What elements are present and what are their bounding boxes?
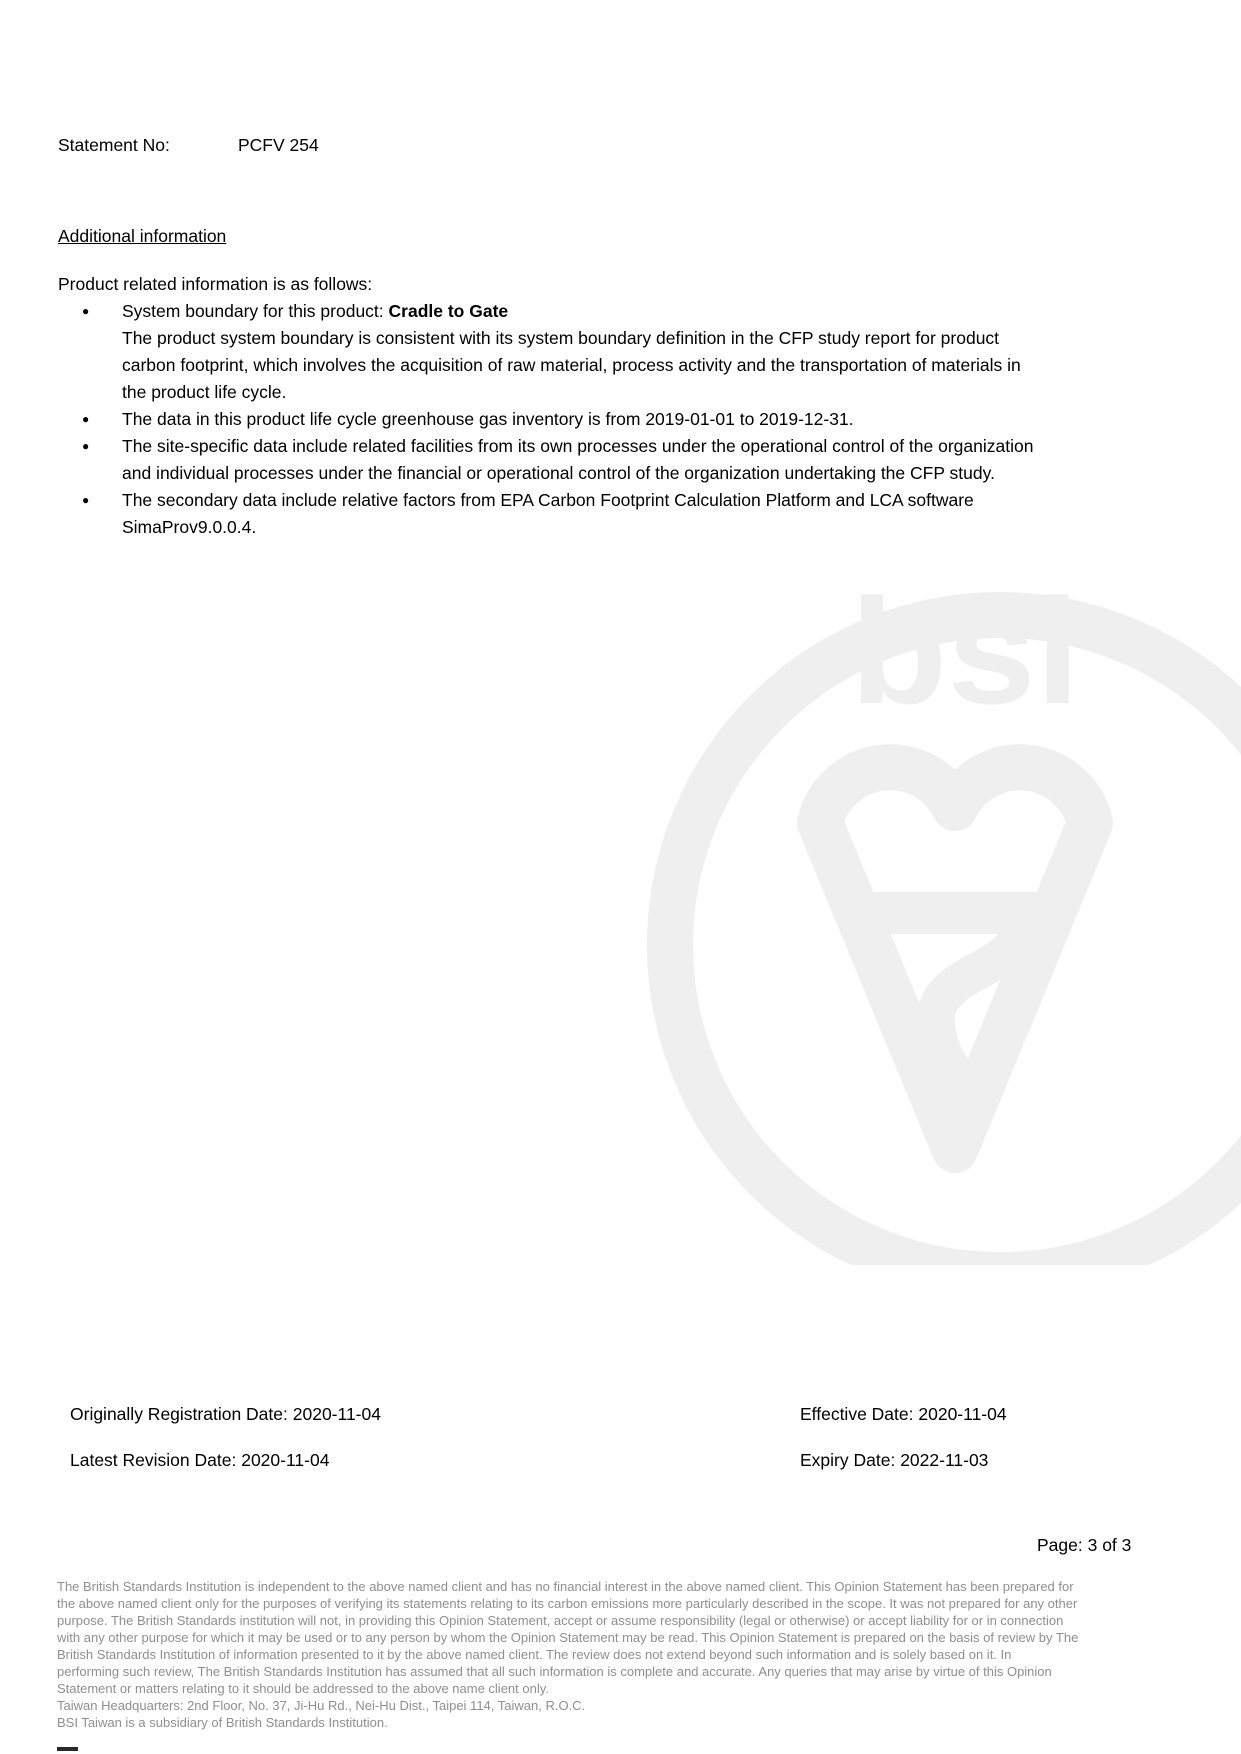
expiry-date-row (800, 1448, 988, 1472)
disclaimer-line: Statement or matters relating to it should be addressed to the above name client only. (57, 1681, 549, 1696)
effective-date-label: Effective Date: (800, 1404, 914, 1424)
effective-date-row (800, 1402, 1007, 1426)
footer-disclaimer (57, 1578, 1078, 1731)
statement-number-value: PCFV 254 (238, 135, 319, 155)
disclaimer-line: the above named client only for the purposes of verifying its statements relating to its carbon emissions more particularly described in the scope. It was not prepared for any other (57, 1596, 1078, 1611)
bullet-item-system-boundary (58, 298, 1048, 406)
bullet-body-text: The product system boundary is consistent with its system boundary definition in the CFP study report for product carbon footprint, which involves the acquisition of raw material, process activity and the transportation of materials in the product life cycle. (122, 328, 1021, 402)
disclaimer-line: with any other purpose for which it may be used or to any person by whom the Opinion Statement may be read. This Opinion Statement is prepared on the basis of review by The (57, 1630, 1079, 1645)
bullet-icon: ● (82, 412, 90, 426)
bsi-subsidiary-note: BSI Taiwan is a subsidiary of British Standards Institution. (57, 1715, 388, 1730)
bullet-lead-text: The data in this product life cycle greenhouse gas inventory is from 2019-01-01 to 2019-12-31. (122, 409, 854, 429)
revision-date-row (70, 1448, 329, 1472)
expiry-date-label: Expiry Date: (800, 1450, 896, 1470)
bsi-watermark-logo (600, 505, 1241, 1265)
revision-date-label: Latest Revision Date: (70, 1450, 237, 1470)
watermark-circle-swoosh (670, 615, 1241, 1265)
bullet-lead-text: The site-specific data include related facilities from its own processes under the operational control of the organization and individual processes under the financial or operational control of the organization undertaking the CFP study. (122, 436, 1034, 483)
bullet-icon: ● (82, 493, 90, 507)
bullet-icon: ● (82, 439, 90, 453)
bsi-watermark-text: bsi (850, 567, 1080, 735)
bullet-item-site-specific-data (58, 433, 1048, 487)
revision-date-value: 2020-11-04 (241, 1450, 330, 1470)
bullet-list (58, 298, 1048, 541)
disclaimer-line: British Standards Institution of information presented to it by the above named client. The review does not extend beyond such information and is solely based on it. In (57, 1647, 1012, 1662)
registration-date-value: 2020-11-04 (292, 1404, 381, 1424)
statement-number-row (58, 133, 319, 157)
statement-number-label: Statement No: (58, 135, 170, 155)
watermark-heart-outline (820, 767, 1090, 1150)
intro-line: Product related information is as follows: (58, 274, 373, 294)
page-number: Page: 3 of 3 (1037, 1535, 1132, 1555)
expiry-date-value: 2022-11-03 (900, 1450, 989, 1470)
bullet-item-inventory-period (58, 406, 1048, 433)
taiwan-headquarters-address: Taiwan Headquarters: 2nd Floor, No. 37, Ji-Hu Rd., Nei-Hu Dist., Taipei 114, Taiwan, R.O.C. (57, 1698, 586, 1713)
registration-date-row (70, 1402, 381, 1426)
section-heading: Additional information (58, 226, 227, 246)
product-info-block (58, 271, 1048, 541)
bullet-lead-text: System boundary for this product: (122, 301, 389, 321)
bullet-bold-text: Cradle to Gate (388, 301, 509, 321)
page-edge-mark (57, 1747, 78, 1751)
bullet-lead-text: The secondary data include relative factors from EPA Carbon Footprint Calculation Platform and LCA software SimaProv9.0.0.4. (122, 490, 974, 537)
registration-date-label: Originally Registration Date: (70, 1404, 288, 1424)
effective-date-value: 2020-11-04 (918, 1404, 1007, 1424)
disclaimer-line: purpose. The British Standards institution will not, in providing this Opinion Statement, accept or assume responsibility (legal or otherwise) or accept liability for or in connection (57, 1613, 1064, 1628)
bullet-item-secondary-data (58, 487, 1048, 541)
disclaimer-line: The British Standards Institution is independent to the above named client and has no financial interest in the above named client. This Opinion Statement has been prepared for (57, 1579, 1074, 1594)
bullet-icon: ● (82, 304, 90, 318)
disclaimer-line: performing such review, The British Standards Institution has assumed that all such information is complete and accurate. Any queries that may arise by virtue of this Opinion (57, 1664, 1052, 1679)
watermark-heart-scurve (936, 913, 1021, 1138)
